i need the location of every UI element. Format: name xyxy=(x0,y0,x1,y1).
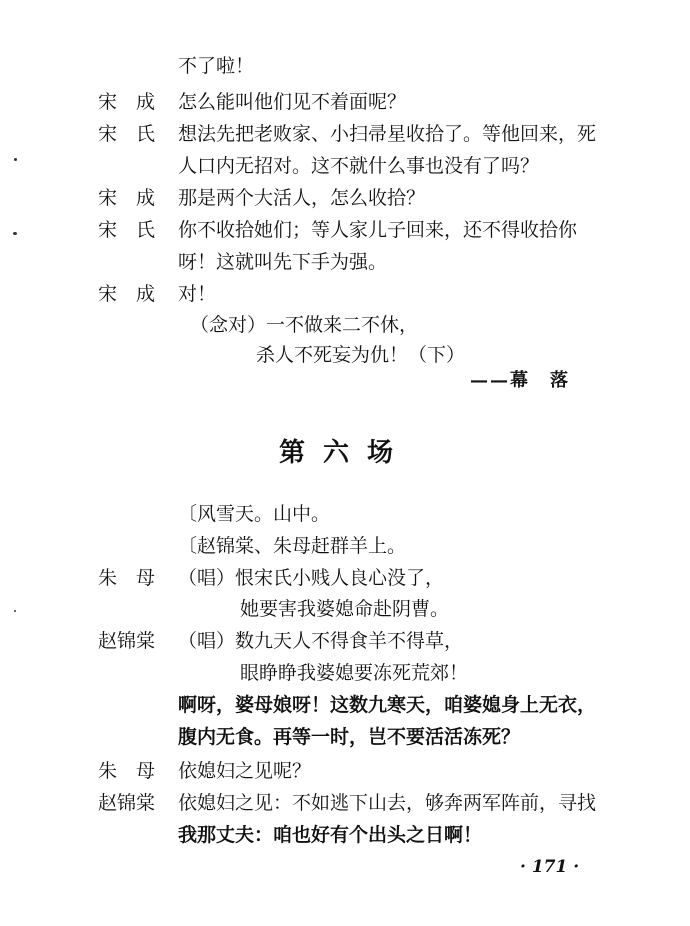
dialogue-line: 想法先把老败家、小扫帚星收拾了。等他回来，死 xyxy=(178,123,597,145)
scene-title: 第六场 xyxy=(278,438,411,468)
speaker-name: 赵锦棠 xyxy=(98,792,156,814)
dialogue-line: 啊呀，婆母娘呀！这数九寒天，咱婆媳身上无衣， xyxy=(178,694,597,716)
speaker-name: 宋 氏 xyxy=(98,123,156,145)
dialogue-line: 怎么能叫他们见不着面呢？ xyxy=(178,91,407,113)
dialogue-line: 依媳妇之见：不如逃下山去，够奔两军阵前，寻找 xyxy=(178,792,597,814)
scan-speck xyxy=(14,610,16,612)
verse-line: 她要害我婆媳命赴阴曹。 xyxy=(240,598,450,620)
speaker-name: 宋 氏 xyxy=(98,219,156,241)
dialogue-line: 腹内无食。再等一时，岂不要活活冻死？ xyxy=(178,726,521,748)
scan-speck xyxy=(13,232,17,235)
dialogue-line: 你不收拾她们；等人家儿子回来，还不得收拾你 xyxy=(178,219,578,241)
speaker-name: 赵锦棠 xyxy=(98,630,156,652)
dialogue-line: 那是两个大活人，怎么收拾？ xyxy=(178,187,426,209)
dialogue-line: （唱）恨宋氏小贱人良心没了， xyxy=(178,567,445,589)
speaker-name: 宋 成 xyxy=(98,91,156,113)
dialogue-line: 不了啦！ xyxy=(178,55,255,77)
speaker-name: 宋 成 xyxy=(98,187,156,209)
dialogue-line: 依媳妇之见呢？ xyxy=(178,760,312,782)
stage-direction: 〔风雪天。山中。 xyxy=(178,503,331,525)
dialogue-line: 人口内无招对。这不就什么事也没有了吗？ xyxy=(178,155,540,177)
dialogue-line: 我那丈夫：咱也好有个出头之日啊！ xyxy=(178,824,483,846)
stage-direction: 〔赵锦棠、朱母赶群羊上。 xyxy=(178,535,407,557)
speaker-name: 朱 母 xyxy=(98,760,156,782)
verse-line: （念对）一不做来二不休， xyxy=(190,314,419,336)
dialogue-line: （唱）数九天人不得食羊不得草， xyxy=(178,630,464,652)
dialogue-line: 对！ xyxy=(178,283,217,305)
curtain-fall: ——幕 落 xyxy=(470,370,570,391)
page-number: · 171 · xyxy=(520,857,580,877)
speaker-name: 宋 成 xyxy=(98,283,156,305)
dialogue-line: 呀！这就叫先下手为强。 xyxy=(178,251,388,273)
scan-speck xyxy=(14,158,17,161)
verse-line: 眼睁睁我婆媳要冻死荒郊！ xyxy=(240,662,469,684)
verse-line: 杀人不死妄为仇！（下） xyxy=(256,344,466,366)
speaker-name: 朱 母 xyxy=(98,567,156,589)
